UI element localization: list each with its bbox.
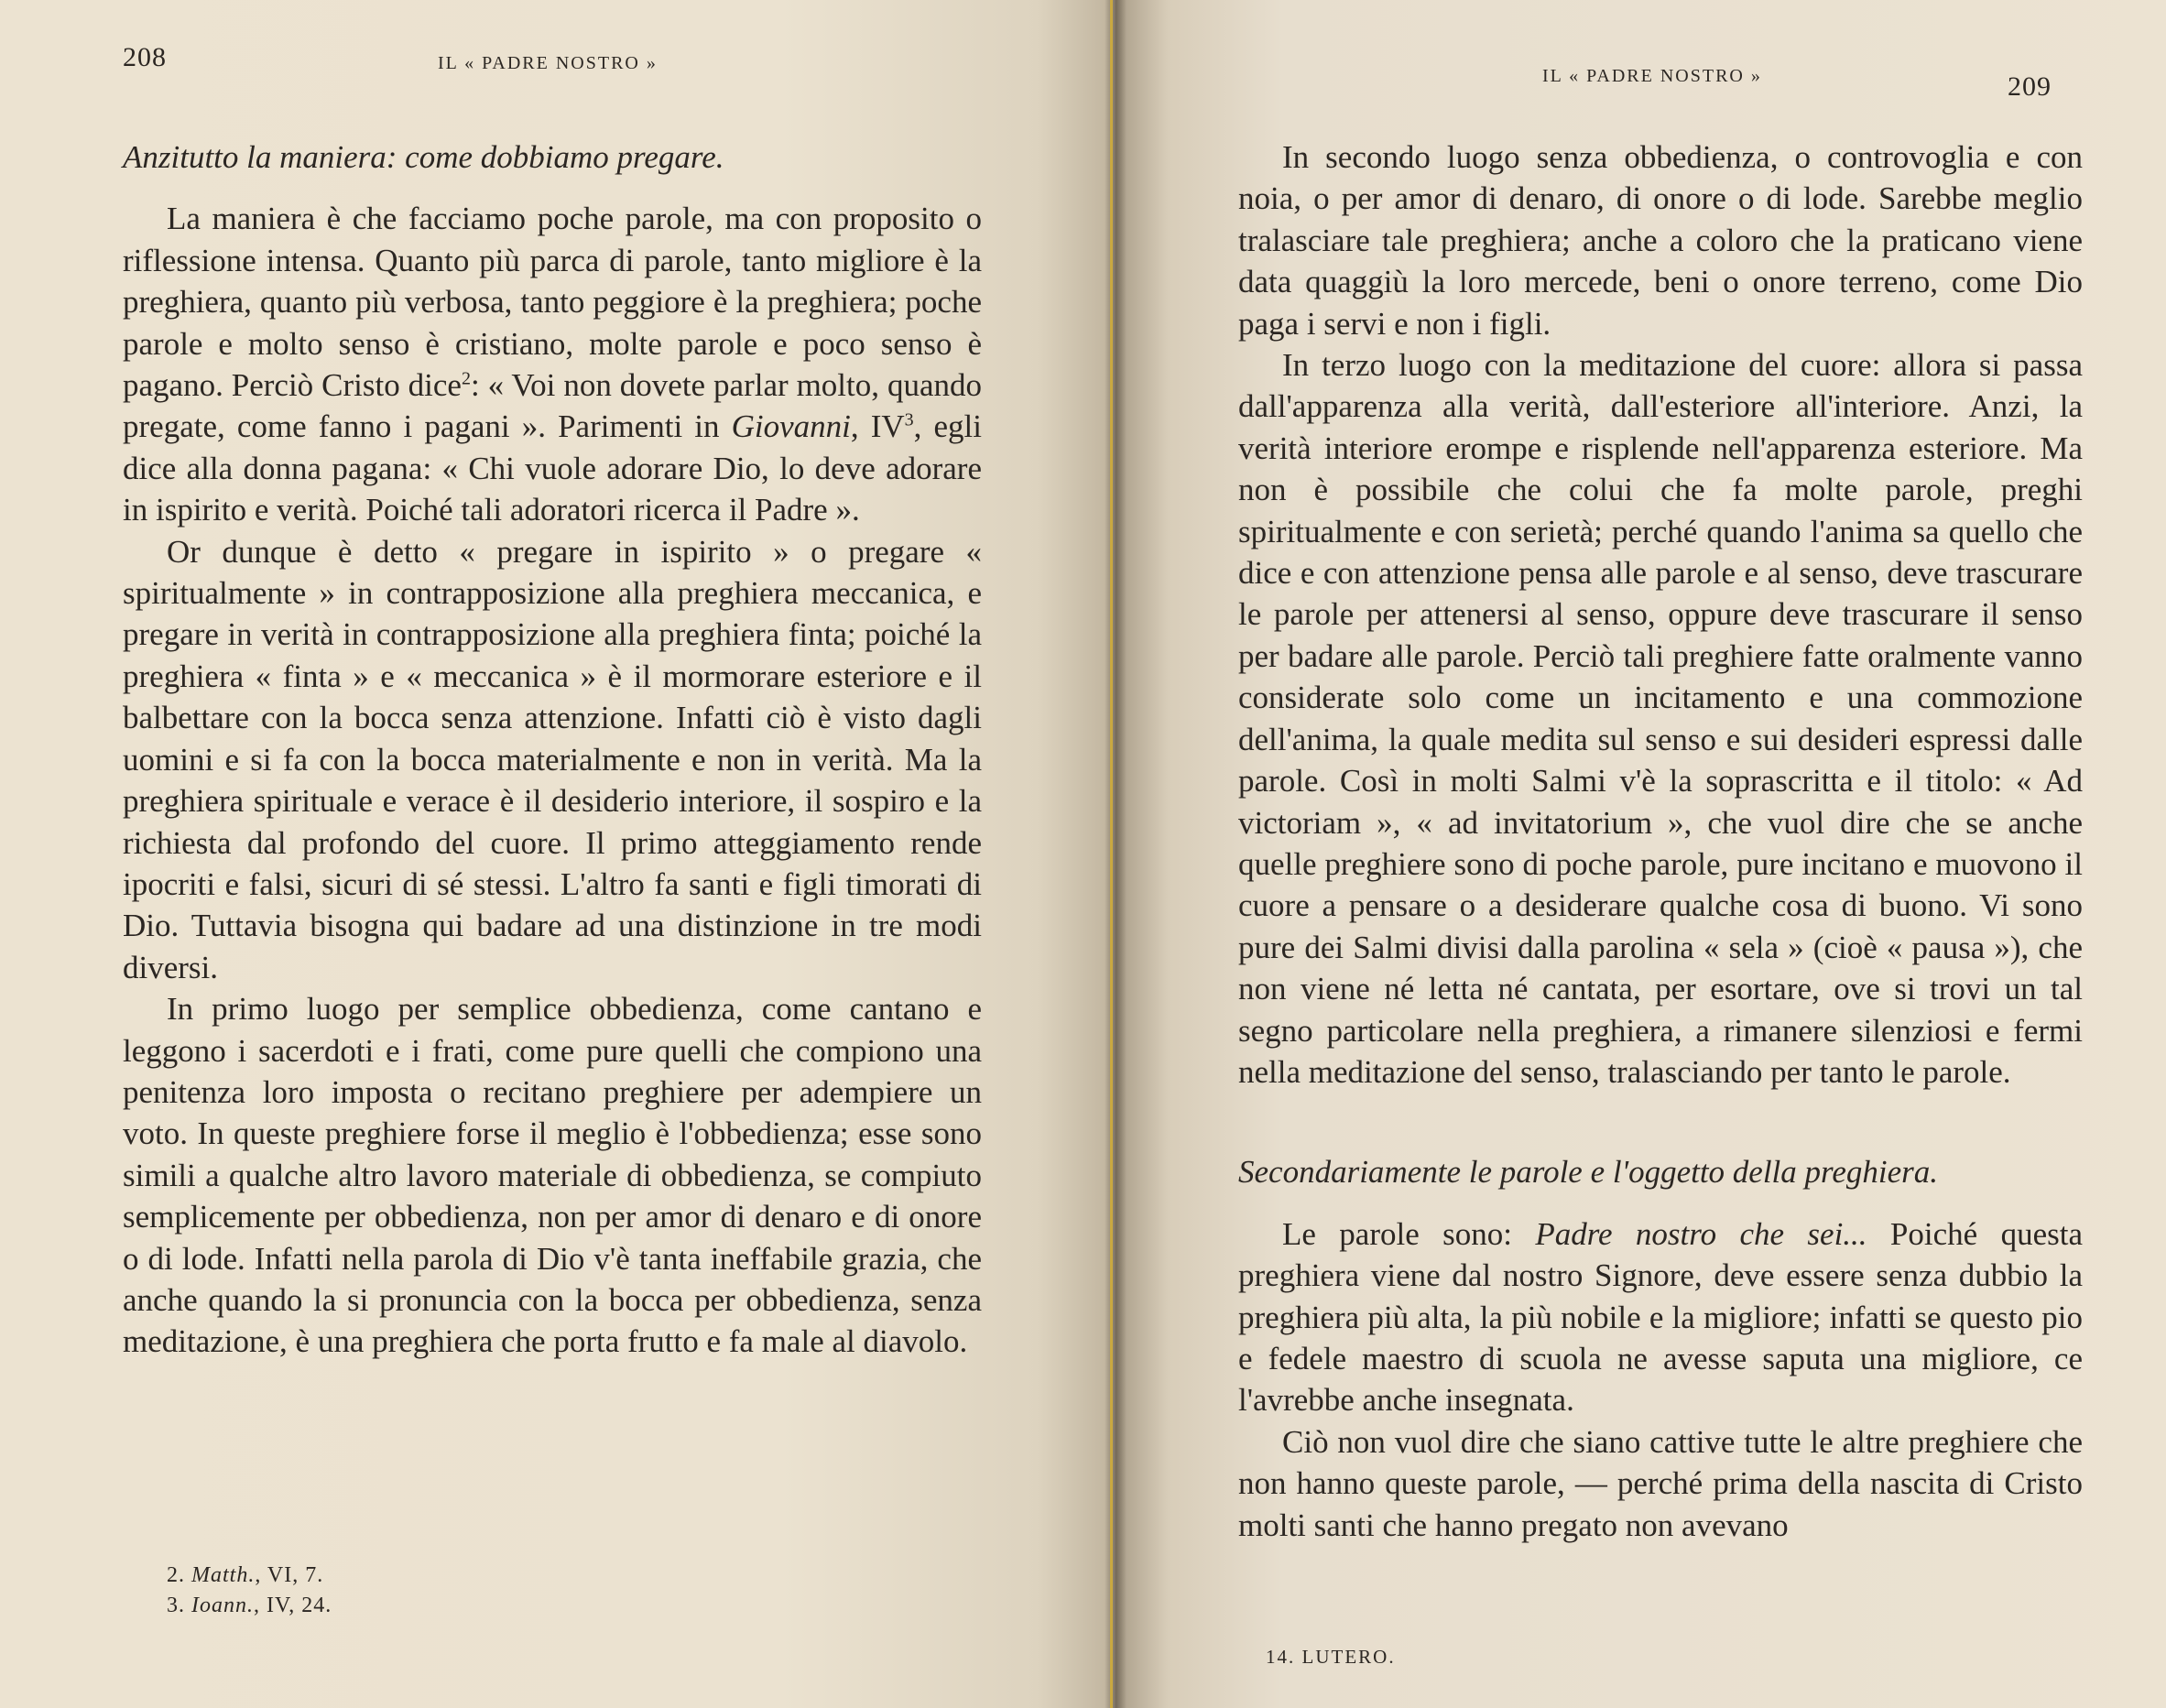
page-number: 208 xyxy=(123,42,167,72)
footnote xyxy=(167,1561,332,1591)
left-page-text xyxy=(123,136,982,1363)
paragraph xyxy=(1238,1213,2083,1421)
text-run: , egli dice alla donna pagana: « Chi vuole adorare Dio, lo deve adorare in ispirito e verità. Poiché tali adoratori ricerca il Padre ». xyxy=(123,408,983,528)
book-gutter xyxy=(1105,0,1127,1708)
section-heading: Anzitutto la maniera: come dobbiamo pregare. xyxy=(123,139,724,175)
footnote-number: 3. xyxy=(167,1594,185,1617)
footnote-mark: 2 xyxy=(461,368,471,389)
signature-mark: 14. LUTERO. xyxy=(1266,1646,1396,1668)
section-heading: Secondariamente le parole e l'oggetto della preghiera. xyxy=(1238,1154,1939,1191)
footnote-text: , VI, 7. xyxy=(255,1563,324,1587)
paragraph: In primo luogo per semplice obbedienza, come cantano e leggono i sacerdoti e i frati, come pure quelli che compiono una penitenza loro imposta o recitano preghiere per adempiere un voto. In queste preghiere forse il meglio è l'obbedienza; esse sono simili a qualche altro lavoro materiale di obbedienza, se compiuto semplicemente per obbedienza, non per amor di denaro e di onore o di lode. Infatti nella parola di Dio v'è tanta ineffabile grazia, che anche quando la si pronuncia con la bocca per obbedienza, senza meditazione, è una preghiera che porta frutto e fa male al diavolo. xyxy=(123,991,982,1360)
right-page-text xyxy=(1238,136,2083,1546)
footnotes xyxy=(167,1561,332,1621)
footnote-text: , IV, 24. xyxy=(254,1594,332,1617)
footnote-number: 2. xyxy=(167,1563,185,1587)
text-run: : « Voi non dovete parlar molto, quando pregate, come fanno i pagani ». Parimenti in xyxy=(123,367,982,445)
footnote-mark: 3 xyxy=(904,409,914,430)
text-run: Le parole sono: xyxy=(1282,1215,1536,1252)
paragraph: In secondo luogo senza obbedienza, o controvoglia e con noia, o per amor di denaro, di onore o di lode. Sarebbe meglio tralasciare tale preghiera; anche a coloro che la praticano viene data quaggiù la loro mercede, beni o onore terreno, come Dio paga i servi e non i figli. xyxy=(1238,139,2083,342)
paragraph: Or dunque è detto « pregare in ispirito » o pregare « spiritualmente » in contrapposizione alla preghiera meccanica, e pregare in verità in contrapposizione alla preghiera finta; poiché la preghiera « finta » e « meccanica » è il mormorare esteriore e il balbettare con la bocca senza attenzione. Infatti ciò è visto dagli uomini e si fa con la bocca materialmente e non in verità. Ma la preghiera spirituale e verace è il desiderio interiore, il sospiro e la richiesta dal profondo del cuore. Il primo atteggiamento rende ipocriti e falsi, sicuri di sé stessi. L'altro fa santi e figli timorati di Dio. Tuttavia bisogna qui badare ad una distinzione in tre modi diversi. xyxy=(123,533,982,985)
running-head: IL « PADRE NOSTRO » xyxy=(438,53,658,73)
text-run: , IV xyxy=(850,408,905,445)
text-run: La maniera è che facciamo poche parole, ma con proposito o riflessione intensa. Quanto più parca di parole, tanto migliore è la preghiera, quanto più verbosa, tanto peggiore è la preghiera; poche parole e molto senso è cristiano, molte parole e poco senso è pagano. Perciò Cristo dice xyxy=(123,201,982,404)
paragraph: Ciò non vuol dire che siano cattive tutte le altre preghiere che non hanno queste parole, — perché prima della nascita di Cristo molti santi che hanno pregato non avevano xyxy=(1238,1423,2083,1543)
italic-text: Giovanni xyxy=(731,408,851,445)
paragraph xyxy=(123,198,982,530)
running-head: IL « PADRE NOSTRO » xyxy=(1542,66,1762,86)
footnote-reference: Matth. xyxy=(191,1563,256,1587)
right-page xyxy=(1116,0,2166,1708)
page-number: 209 xyxy=(2008,71,2052,102)
footnote xyxy=(167,1591,332,1621)
page-edge xyxy=(1110,0,1113,1708)
footnote-reference: Ioann. xyxy=(191,1594,254,1617)
text-run: Poiché questa preghiera viene dal nostro Signore, deve essere senza dubbio la preghiera più alta, la più nobile e la migliore; infatti se questo pio e fedele maestro di scuola ne avesse saputa una migliore, ce l'avrebbe anche insegnata. xyxy=(1238,1215,2083,1419)
italic-text: Padre nostro che sei... xyxy=(1535,1215,1867,1252)
paragraph: In terzo luogo con la meditazione del cuore: allora si passa dall'apparenza alla verità, dall'esteriore all'interiore. Anzi, la verità interiore erompe e risplende nell'apparenza esteriore. Ma non è possibile che colui che fa molte parole, preghi spiritualmente e con serietà; perché quando l'anima sa quello che dice e con attenzione pensa alle parole e al senso, deve trascurare le parole per attenersi al senso, oppure deve trascurare il senso per badare alle parole. Perciò tali preghiere fatte oralmente vanno considerate solo come un incitamento e una commozione dell'anima, la quale medita sul senso e sui desideri espressi dalle parole. Così in molti Salmi v'è la soprascritta e il titolo: « Ad victoriam », « ad invitatorium », che vuol dire che se anche quelle preghiere sono di poche parole, pure incitano e muovono il cuore a pensare o a desiderare qualche cosa di buono. Vi sono pure dei Salmi divisi dalla parolina « sela » (cioè « pausa »), che non viene né letta né cantata, per esortare, ove si trovi un tal segno particolare nella preghiera, a rimanere silenziosi e fermi nella meditazione del senso, tralasciando per tanto le parole. xyxy=(1238,347,2083,1090)
